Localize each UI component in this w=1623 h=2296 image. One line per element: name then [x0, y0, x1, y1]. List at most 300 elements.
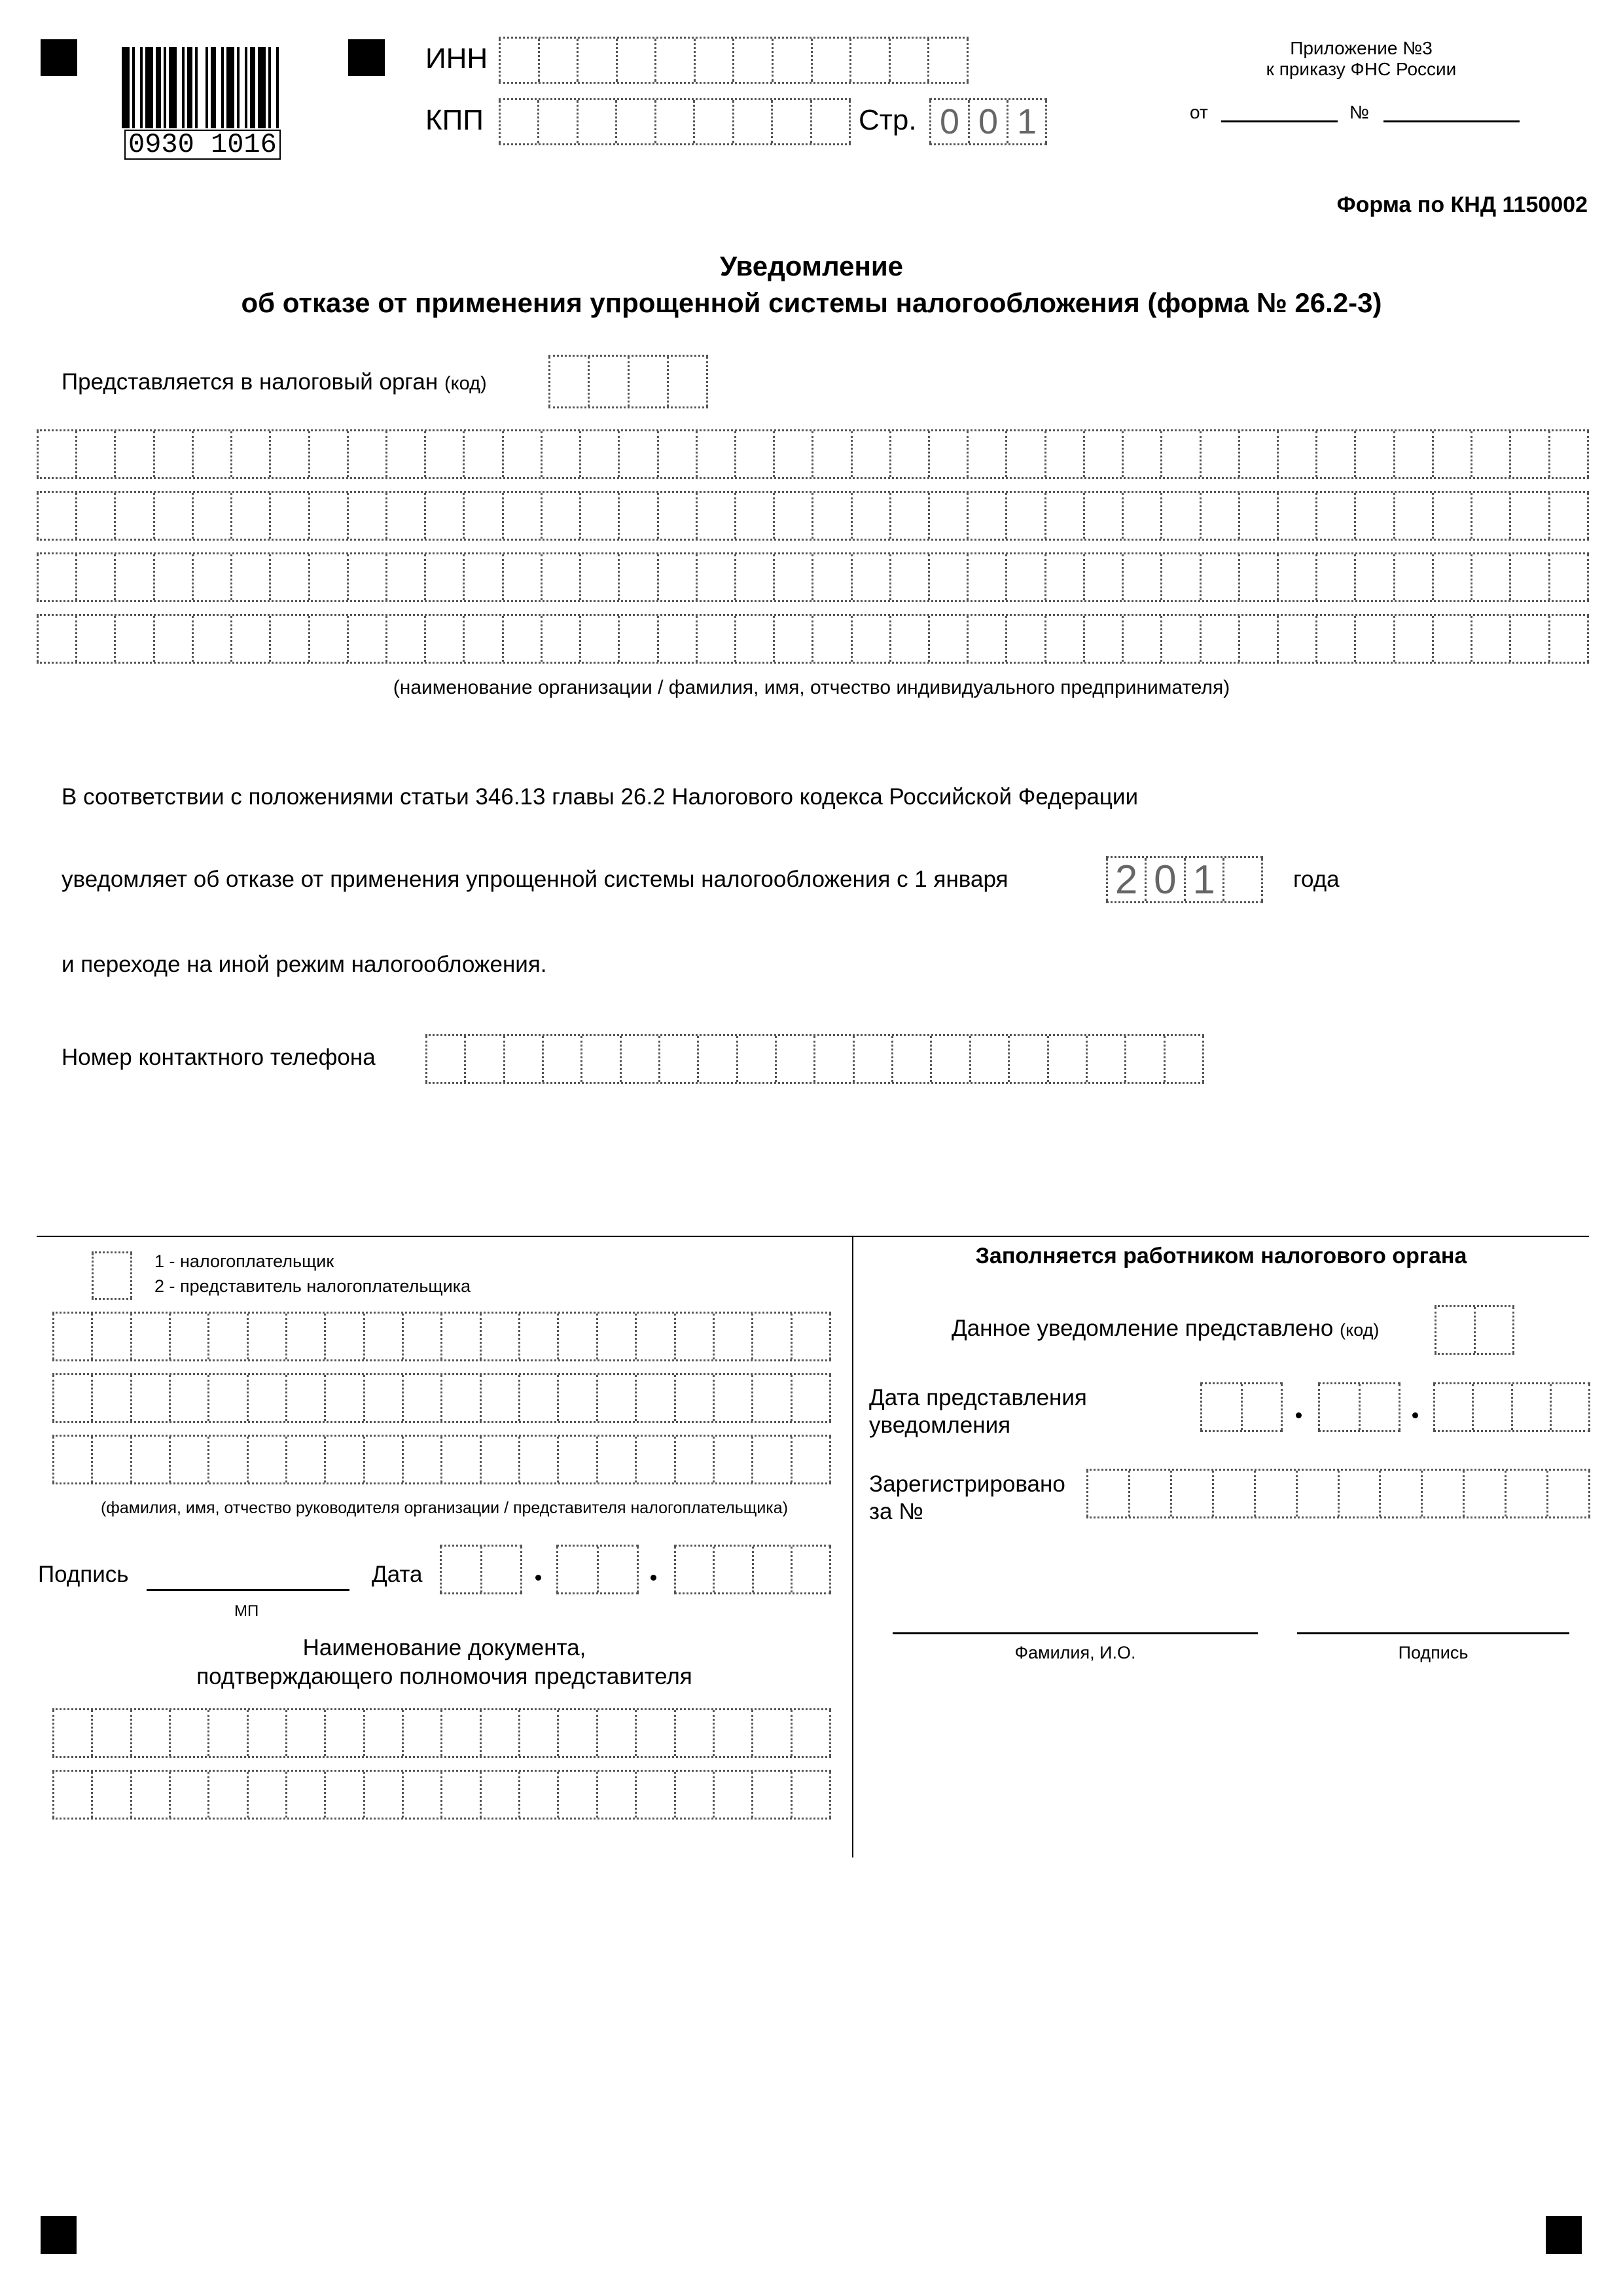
- char-cell[interactable]: [889, 39, 928, 82]
- char-cell[interactable]: [596, 1772, 635, 1818]
- char-cell[interactable]: [618, 554, 656, 600]
- char-cell[interactable]: [130, 1772, 169, 1818]
- char-cell[interactable]: [424, 493, 463, 539]
- char-cell[interactable]: [324, 1375, 363, 1421]
- char-cell[interactable]: 1: [1007, 100, 1047, 143]
- char-cell[interactable]: [596, 1375, 635, 1421]
- char-cell[interactable]: [1170, 1471, 1212, 1516]
- char-cell[interactable]: [1509, 554, 1548, 600]
- sign-date-day[interactable]: [440, 1545, 522, 1594]
- char-cell[interactable]: [1086, 1471, 1128, 1516]
- char-cell[interactable]: [518, 1772, 557, 1818]
- signer-name-row-3[interactable]: [52, 1435, 831, 1484]
- char-cell[interactable]: [791, 1375, 831, 1421]
- char-cell[interactable]: [579, 616, 618, 662]
- char-cell[interactable]: [114, 616, 152, 662]
- char-cell[interactable]: [1005, 431, 1044, 477]
- char-cell[interactable]: [635, 1710, 673, 1756]
- char-cell[interactable]: [791, 1437, 831, 1482]
- char-cell[interactable]: [1212, 1471, 1254, 1516]
- char-cell[interactable]: [1200, 493, 1238, 539]
- char-cell[interactable]: [1122, 431, 1160, 477]
- char-cell[interactable]: [713, 1437, 751, 1482]
- char-cell[interactable]: [889, 554, 928, 600]
- char-cell[interactable]: [542, 1036, 580, 1082]
- char-cell[interactable]: [1509, 493, 1548, 539]
- char-cell[interactable]: [849, 39, 889, 82]
- char-cell[interactable]: [1200, 616, 1238, 662]
- char-cell[interactable]: [114, 554, 152, 600]
- tax-authority-code-field[interactable]: [548, 355, 708, 408]
- char-cell[interactable]: [130, 1710, 169, 1756]
- char-cell[interactable]: [91, 1437, 130, 1482]
- char-cell[interactable]: [1354, 493, 1393, 539]
- char-cell[interactable]: [153, 431, 192, 477]
- char-cell[interactable]: [928, 493, 967, 539]
- char-cell[interactable]: [930, 1036, 969, 1082]
- char-cell[interactable]: [635, 1375, 673, 1421]
- char-cell[interactable]: [541, 616, 579, 662]
- char-cell[interactable]: [1393, 493, 1432, 539]
- char-cell[interactable]: [247, 1314, 285, 1359]
- char-cell[interactable]: [1315, 554, 1354, 600]
- char-cell[interactable]: [654, 100, 693, 143]
- char-cell[interactable]: [694, 39, 733, 82]
- char-cell[interactable]: [207, 1314, 246, 1359]
- submission-date-year[interactable]: [1433, 1382, 1590, 1432]
- auth-doc-row-2[interactable]: [52, 1770, 831, 1820]
- char-cell[interactable]: [1160, 493, 1199, 539]
- char-cell[interactable]: [596, 1437, 635, 1482]
- char-cell[interactable]: [1315, 616, 1354, 662]
- char-cell[interactable]: [1044, 431, 1083, 477]
- char-cell[interactable]: [1277, 431, 1315, 477]
- char-cell[interactable]: [1005, 493, 1044, 539]
- char-cell[interactable]: [207, 1375, 246, 1421]
- char-cell[interactable]: [1548, 616, 1589, 662]
- char-cell[interactable]: [463, 616, 501, 662]
- submission-date-month[interactable]: [1318, 1382, 1400, 1432]
- char-cell[interactable]: [557, 1375, 596, 1421]
- order-date-line[interactable]: [1221, 120, 1338, 122]
- char-cell[interactable]: [52, 1710, 91, 1756]
- char-cell[interactable]: [308, 554, 347, 600]
- char-cell[interactable]: [424, 554, 463, 600]
- char-cell[interactable]: [618, 616, 656, 662]
- char-cell[interactable]: [696, 554, 734, 600]
- char-cell[interactable]: [657, 493, 696, 539]
- char-cell[interactable]: [1548, 493, 1589, 539]
- char-cell[interactable]: [502, 493, 541, 539]
- char-cell[interactable]: [518, 1375, 557, 1421]
- char-cell[interactable]: [385, 493, 424, 539]
- org-name-row-2[interactable]: [37, 491, 1589, 541]
- char-cell[interactable]: [114, 493, 152, 539]
- char-cell[interactable]: [363, 1375, 402, 1421]
- char-cell[interactable]: [1472, 1384, 1510, 1430]
- char-cell[interactable]: [734, 431, 773, 477]
- char-cell[interactable]: [1359, 1384, 1401, 1430]
- char-cell[interactable]: [752, 1547, 791, 1592]
- char-cell[interactable]: [1083, 493, 1122, 539]
- char-cell[interactable]: [480, 1547, 523, 1592]
- char-cell[interactable]: [577, 100, 615, 143]
- char-cell[interactable]: [889, 431, 928, 477]
- char-cell[interactable]: [502, 616, 541, 662]
- char-cell[interactable]: [207, 1772, 246, 1818]
- char-cell[interactable]: [1421, 1471, 1463, 1516]
- char-cell[interactable]: [928, 554, 967, 600]
- char-cell[interactable]: [130, 1375, 169, 1421]
- char-cell[interactable]: [480, 1437, 518, 1482]
- char-cell[interactable]: [732, 39, 772, 82]
- char-cell[interactable]: [597, 1547, 639, 1592]
- char-cell[interactable]: [440, 1547, 480, 1592]
- char-cell[interactable]: [1128, 1471, 1170, 1516]
- char-cell[interactable]: [480, 1375, 518, 1421]
- char-cell[interactable]: [169, 1710, 207, 1756]
- year-field[interactable]: [1106, 856, 1263, 903]
- char-cell[interactable]: [247, 1772, 285, 1818]
- char-cell[interactable]: [440, 1314, 479, 1359]
- char-cell[interactable]: [775, 1036, 813, 1082]
- char-cell[interactable]: [324, 1772, 363, 1818]
- char-cell[interactable]: [1200, 1384, 1241, 1430]
- char-cell[interactable]: [463, 431, 501, 477]
- char-cell[interactable]: [928, 616, 967, 662]
- char-cell[interactable]: [52, 1772, 91, 1818]
- char-cell[interactable]: [347, 431, 385, 477]
- char-cell[interactable]: [402, 1375, 440, 1421]
- char-cell[interactable]: [230, 493, 269, 539]
- char-cell[interactable]: [596, 1710, 635, 1756]
- char-cell[interactable]: 0: [929, 100, 968, 143]
- auth-doc-row-1[interactable]: [52, 1708, 831, 1758]
- char-cell[interactable]: [1432, 616, 1471, 662]
- signer-type-field[interactable]: [92, 1251, 132, 1300]
- submitted-code-field[interactable]: [1435, 1305, 1514, 1355]
- char-cell[interactable]: [967, 431, 1005, 477]
- char-cell[interactable]: [579, 493, 618, 539]
- char-cell[interactable]: [541, 493, 579, 539]
- char-cell[interactable]: [424, 431, 463, 477]
- char-cell[interactable]: [1393, 554, 1432, 600]
- char-cell[interactable]: [1474, 1307, 1515, 1353]
- char-cell[interactable]: [812, 616, 850, 662]
- char-cell[interactable]: [751, 1710, 790, 1756]
- char-cell[interactable]: [791, 1772, 831, 1818]
- char-cell[interactable]: [153, 554, 192, 600]
- char-cell[interactable]: [91, 1772, 130, 1818]
- char-cell[interactable]: [192, 554, 230, 600]
- char-cell[interactable]: [269, 493, 308, 539]
- char-cell[interactable]: [247, 1437, 285, 1482]
- char-cell[interactable]: [674, 1314, 713, 1359]
- char-cell[interactable]: [537, 100, 576, 143]
- char-cell[interactable]: [635, 1437, 673, 1482]
- char-cell[interactable]: [518, 1437, 557, 1482]
- char-cell[interactable]: [1511, 1384, 1550, 1430]
- char-cell[interactable]: [324, 1314, 363, 1359]
- char-cell[interactable]: [1047, 1036, 1086, 1082]
- char-cell[interactable]: [502, 554, 541, 600]
- char-cell[interactable]: [541, 554, 579, 600]
- char-cell[interactable]: [1164, 1036, 1204, 1082]
- char-cell[interactable]: [969, 1036, 1008, 1082]
- char-cell[interactable]: [658, 1036, 697, 1082]
- char-cell[interactable]: [674, 1772, 713, 1818]
- char-cell[interactable]: [1432, 493, 1471, 539]
- char-cell[interactable]: [75, 554, 114, 600]
- char-cell[interactable]: [285, 1314, 324, 1359]
- char-cell[interactable]: [247, 1375, 285, 1421]
- char-cell[interactable]: [385, 616, 424, 662]
- char-cell[interactable]: [402, 1314, 440, 1359]
- char-cell[interactable]: [889, 493, 928, 539]
- char-cell[interactable]: [385, 554, 424, 600]
- char-cell[interactable]: [751, 1375, 790, 1421]
- char-cell[interactable]: [791, 1547, 831, 1592]
- char-cell[interactable]: [1505, 1471, 1546, 1516]
- char-cell[interactable]: [480, 1772, 518, 1818]
- char-cell[interactable]: 1: [1184, 858, 1222, 901]
- char-cell[interactable]: [440, 1772, 479, 1818]
- char-cell[interactable]: [851, 493, 889, 539]
- char-cell[interactable]: [169, 1772, 207, 1818]
- char-cell[interactable]: [285, 1375, 324, 1421]
- char-cell[interactable]: [230, 616, 269, 662]
- char-cell[interactable]: [596, 1314, 635, 1359]
- char-cell[interactable]: [37, 554, 75, 600]
- char-cell[interactable]: [1044, 554, 1083, 600]
- char-cell[interactable]: [1160, 431, 1199, 477]
- char-cell[interactable]: [1005, 616, 1044, 662]
- char-cell[interactable]: [1083, 554, 1122, 600]
- char-cell[interactable]: [363, 1437, 402, 1482]
- char-cell[interactable]: [889, 616, 928, 662]
- char-cell[interactable]: [1433, 1384, 1472, 1430]
- char-cell[interactable]: [37, 616, 75, 662]
- char-cell[interactable]: [1200, 431, 1238, 477]
- char-cell[interactable]: [285, 1772, 324, 1818]
- char-cell[interactable]: [1160, 616, 1199, 662]
- char-cell[interactable]: [91, 1375, 130, 1421]
- char-cell[interactable]: [734, 616, 773, 662]
- char-cell[interactable]: [230, 554, 269, 600]
- char-cell[interactable]: [1277, 493, 1315, 539]
- char-cell[interactable]: [657, 431, 696, 477]
- char-cell[interactable]: [751, 1772, 790, 1818]
- char-cell[interactable]: [674, 1710, 713, 1756]
- char-cell[interactable]: [713, 1375, 751, 1421]
- char-cell[interactable]: [52, 1375, 91, 1421]
- char-cell[interactable]: [751, 1437, 790, 1482]
- char-cell[interactable]: [1160, 554, 1199, 600]
- char-cell[interactable]: [480, 1314, 518, 1359]
- char-cell[interactable]: [654, 39, 694, 82]
- char-cell[interactable]: [713, 1314, 751, 1359]
- char-cell[interactable]: [1044, 493, 1083, 539]
- char-cell[interactable]: [1315, 431, 1354, 477]
- kpp-field[interactable]: [499, 98, 851, 145]
- char-cell[interactable]: [967, 554, 1005, 600]
- char-cell[interactable]: [463, 493, 501, 539]
- char-cell[interactable]: [1241, 1384, 1283, 1430]
- char-cell[interactable]: [1124, 1036, 1163, 1082]
- char-cell[interactable]: [732, 100, 771, 143]
- char-cell[interactable]: [1254, 1471, 1296, 1516]
- sign-date-year[interactable]: [674, 1545, 831, 1594]
- char-cell[interactable]: [518, 1314, 557, 1359]
- char-cell[interactable]: [169, 1314, 207, 1359]
- char-cell[interactable]: [696, 431, 734, 477]
- official-signature-line[interactable]: [1297, 1632, 1569, 1634]
- char-cell[interactable]: [657, 554, 696, 600]
- char-cell[interactable]: [1379, 1471, 1421, 1516]
- char-cell[interactable]: [557, 1710, 596, 1756]
- char-cell[interactable]: [557, 1772, 596, 1818]
- signer-name-row-1[interactable]: [52, 1312, 831, 1361]
- char-cell[interactable]: [37, 493, 75, 539]
- char-cell[interactable]: [402, 1772, 440, 1818]
- char-cell[interactable]: [813, 1036, 852, 1082]
- char-cell[interactable]: [1509, 616, 1548, 662]
- char-cell[interactable]: [674, 1547, 713, 1592]
- char-cell[interactable]: [734, 493, 773, 539]
- char-cell[interactable]: [1432, 431, 1471, 477]
- char-cell[interactable]: [75, 493, 114, 539]
- char-cell[interactable]: [1083, 616, 1122, 662]
- char-cell[interactable]: [1550, 1384, 1590, 1430]
- char-cell[interactable]: [751, 1314, 790, 1359]
- char-cell[interactable]: [424, 616, 463, 662]
- char-cell[interactable]: [812, 554, 850, 600]
- char-cell[interactable]: [1083, 431, 1122, 477]
- sign-date-month[interactable]: [556, 1545, 639, 1594]
- char-cell[interactable]: [518, 1710, 557, 1756]
- char-cell[interactable]: [693, 100, 732, 143]
- char-cell[interactable]: [1354, 554, 1393, 600]
- char-cell[interactable]: [499, 39, 538, 82]
- char-cell[interactable]: [269, 554, 308, 600]
- signature-line[interactable]: [147, 1589, 349, 1591]
- char-cell[interactable]: [91, 1710, 130, 1756]
- char-cell[interactable]: [1509, 431, 1548, 477]
- char-cell[interactable]: [635, 1772, 673, 1818]
- char-cell[interactable]: [1471, 616, 1509, 662]
- char-cell[interactable]: [1122, 554, 1160, 600]
- char-cell[interactable]: [812, 493, 850, 539]
- char-cell[interactable]: [696, 493, 734, 539]
- char-cell[interactable]: [1008, 1036, 1046, 1082]
- char-cell[interactable]: [696, 616, 734, 662]
- char-cell[interactable]: [1463, 1471, 1505, 1516]
- char-cell[interactable]: [192, 616, 230, 662]
- char-cell[interactable]: [557, 1314, 596, 1359]
- submission-date-day[interactable]: [1200, 1382, 1283, 1432]
- char-cell[interactable]: [499, 100, 537, 143]
- char-cell[interactable]: [480, 1710, 518, 1756]
- char-cell[interactable]: [1393, 616, 1432, 662]
- char-cell[interactable]: [618, 431, 656, 477]
- char-cell[interactable]: [1315, 493, 1354, 539]
- char-cell[interactable]: [464, 1036, 503, 1082]
- char-cell[interactable]: [347, 616, 385, 662]
- char-cell[interactable]: [230, 431, 269, 477]
- official-fio-line[interactable]: [893, 1632, 1258, 1634]
- char-cell[interactable]: [1005, 554, 1044, 600]
- org-name-row-1[interactable]: [37, 429, 1589, 479]
- signer-name-row-2[interactable]: [52, 1373, 831, 1423]
- char-cell[interactable]: [463, 554, 501, 600]
- char-cell[interactable]: [967, 493, 1005, 539]
- char-cell[interactable]: [928, 431, 967, 477]
- char-cell[interactable]: [773, 431, 812, 477]
- char-cell[interactable]: [169, 1375, 207, 1421]
- char-cell[interactable]: [363, 1772, 402, 1818]
- char-cell[interactable]: [1122, 616, 1160, 662]
- char-cell[interactable]: [130, 1437, 169, 1482]
- char-cell[interactable]: [269, 616, 308, 662]
- char-cell[interactable]: [667, 357, 708, 406]
- char-cell[interactable]: [1548, 431, 1589, 477]
- char-cell[interactable]: [308, 431, 347, 477]
- char-cell[interactable]: [285, 1437, 324, 1482]
- char-cell[interactable]: 0: [968, 100, 1007, 143]
- order-number-line[interactable]: [1383, 120, 1520, 122]
- char-cell[interactable]: [615, 100, 654, 143]
- char-cell[interactable]: [169, 1437, 207, 1482]
- char-cell[interactable]: [1354, 616, 1393, 662]
- char-cell[interactable]: [269, 431, 308, 477]
- char-cell[interactable]: [1044, 616, 1083, 662]
- char-cell[interactable]: [153, 493, 192, 539]
- char-cell[interactable]: [207, 1710, 246, 1756]
- char-cell[interactable]: [556, 1547, 597, 1592]
- char-cell[interactable]: [52, 1314, 91, 1359]
- char-cell[interactable]: [1238, 616, 1277, 662]
- char-cell[interactable]: [853, 1036, 891, 1082]
- char-cell[interactable]: [37, 431, 75, 477]
- char-cell[interactable]: [1222, 858, 1263, 901]
- char-cell[interactable]: [891, 1036, 930, 1082]
- char-cell[interactable]: [620, 1036, 658, 1082]
- org-name-row-3[interactable]: [37, 552, 1589, 602]
- char-cell[interactable]: [1122, 493, 1160, 539]
- char-cell[interactable]: [1354, 431, 1393, 477]
- char-cell[interactable]: [347, 554, 385, 600]
- registration-number-field[interactable]: [1086, 1469, 1590, 1518]
- char-cell[interactable]: [1238, 554, 1277, 600]
- page-number-field[interactable]: [929, 98, 1047, 145]
- char-cell[interactable]: [503, 1036, 542, 1082]
- char-cell[interactable]: [635, 1314, 673, 1359]
- char-cell[interactable]: [548, 357, 588, 406]
- char-cell[interactable]: [771, 100, 810, 143]
- char-cell[interactable]: [628, 357, 667, 406]
- char-cell[interactable]: [734, 554, 773, 600]
- char-cell[interactable]: [1432, 554, 1471, 600]
- char-cell[interactable]: [541, 431, 579, 477]
- char-cell[interactable]: [1277, 554, 1315, 600]
- char-cell[interactable]: [153, 616, 192, 662]
- char-cell[interactable]: 0: [1145, 858, 1183, 901]
- char-cell[interactable]: [1435, 1307, 1474, 1353]
- char-cell[interactable]: [440, 1375, 479, 1421]
- char-cell[interactable]: [1296, 1471, 1338, 1516]
- char-cell[interactable]: [425, 1036, 464, 1082]
- char-cell[interactable]: [347, 493, 385, 539]
